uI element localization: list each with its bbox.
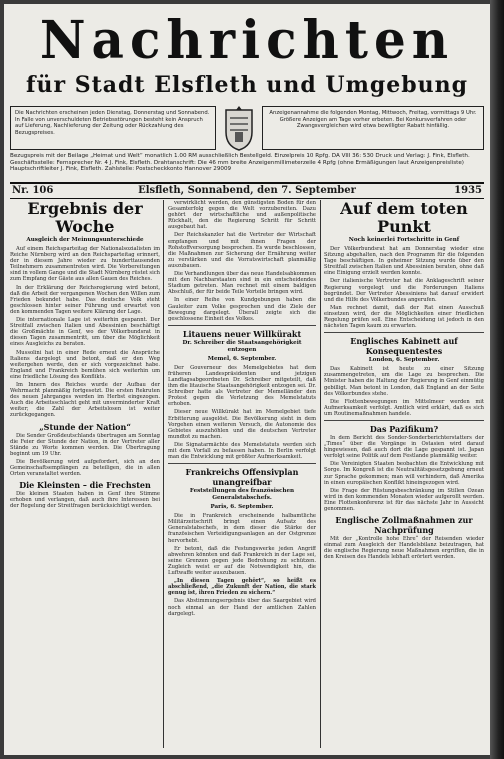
issue-date: Elsfleth, Sonnabend, den 7. September	[138, 185, 356, 196]
article-paragraph: Dieser neue Willkürakt hat im Memelgebiet tiefe Erbitterung ausgelöst. Die Bevölkerung sieht in dem Vorgehen einen weiteren Versuch, die Autonomie des Gebietes auszuhöhlen und die deutschen Vertreter mundtot zu machen.	[168, 409, 316, 440]
article-headline: „Stunde der Nation“	[39, 421, 131, 432]
article-paragraph: Die in Frankreich erscheinende halbamtliche Militärzeitschrift bringt einen Aufsatz des Generalstabschefs, in dem dieser die Stärke der französischen Verteidigungsanlagen an der Ostgrenze hervorhebt.	[168, 513, 316, 544]
column-divider	[163, 200, 164, 748]
article-paragraph: Im Innern des Reiches wurde der Aufbau der Wehrmacht planmäßig fortgesetzt. Die ersten Rekruten des neuen Jahrganges werden im Herbst eingezogen. Auch die Arbeitsschlacht geht mit unverminderter Kraft weiter; die Zahl der Arbeitslosen ist weiter zurückgegangen.	[10, 381, 160, 419]
article-dateline: London, 6. September.	[368, 357, 440, 364]
article-paragraph: Er betont, daß die Festungswerke jeden Angriff abwehren könnten und daß Frankreich in der Lage sei, seine Grenzen gegen jede Bedrohung zu schützen. Zugleich weist er auf die Notwendigkeit hin, die Luftwaffe weiter auszubauen.	[168, 545, 316, 577]
article-paragraph: Das Kabinett ist heute zu einer Sitzung zusammengetreten, um die Lage zu besprechen. Die Minister haben die Haltung der Regierung in Genf einmütig gebilligt. Man betont in London, daß England an der Seite des Völkerbundes stehe.	[324, 366, 484, 397]
article-paragraph: Die internationale Lage ist weiterhin gespannt. Der Streitfall zwischen Italien und Abessinien beschäftigt die Großmächte in Genf, wo der Völkerbundsrat in diesen Tagen zusammentritt, um über die Möglichkeit eines Ausgleichs zu beraten.	[10, 317, 160, 348]
article-paragraph: Die Frage der Rüstungsbeschränkung im Stillen Ozean wird in den kommenden Monaten wieder aufgerollt werden. Eine Flottenkonferenz ist für das nächste Jahr in Aussicht genommen.	[324, 487, 484, 512]
newspaper-page	[4, 4, 490, 755]
article-paragraph: Mit der „Kontrolle hohe Ehre“ der Reisenden wieder einmal zum Ausgleich der Handelsbilanz beizutragen, hat die englische Regierung neue Maßnahmen ergriffen, die in den Kreisen des Handels lebhaft erörtert werden.	[324, 536, 484, 561]
column-3	[324, 200, 484, 748]
article-dateline: Memel, 6. September.	[207, 355, 277, 362]
coat-of-arms-icon	[222, 106, 256, 152]
article-footnote: Das Abstimmungsergebnis über das Saargebiet wird noch einmal an der Hand der amtlichen Zahlen dargelegt.	[168, 598, 316, 617]
article-paragraph: Der Gouverneur des Memelgebietes hat dem früheren Landespräsidenten und jetzigen Landtagsabgeordneten Dr. Schreiber mitgeteilt, daß ihm die litauische Staatsangehörigkeit entzogen sei. Dr. Schreiber hatte als Vertreter der Memelländer den Protest gegen die Verletzung des Memelstatuts erhoben.	[168, 364, 316, 408]
subscription-strip: Bezugspreis mit der Beilage „Heimat und Welt“ monatlich 1.00 RM ausschließlich Bestellgeld. Einzelpreis 10 Rpfg. DA VIII 36: 530 Druck und Verlag: J. Fink, Elsfleth. Geschäftsstelle: Fernsprecher Nr. 4 J. Fink, Elsfleth. Drahtanschrift: Die 46 mm breite Anzeigenmillimeterzeile 4 Rpfg (ohne Ermäßigungen laut Anzeigenpreisliste) Hauptschriftleiter J. Fink, Elsfleth. Zahlstelle: Postscheckkonto Hannover 29009	[10, 153, 470, 173]
issue-year: 1935	[454, 185, 482, 196]
divider	[324, 332, 484, 333]
article-paragraph: Mussolini hat in einer Rede erneut die Ansprüche Italiens dargelegt und betont, daß er den Weg weitergehen werde, den er sich vorgezeichnet habe. England und Frankreich bemühen sich weiterhin um eine friedliche Lösung des Konflikts.	[10, 349, 160, 380]
article-paragraph: Die Vereinigten Staaten beobachten die Entwicklung mit Sorge. Im Kongreß ist die Neutralitätsgesetzgebung erneut zur Sprache gekommen; man will verhindern, daß Amerika in einen europäischen Konflikt hineingezogen wird.	[324, 461, 484, 486]
article-paragraph: Die Verhandlungen über das neue Handelsabkommen mit den Nachbarstaaten sind in ein entscheidendes Stadium getreten. Man rechnet mit einem baldigen Abschluß, der für beide Teile Vorteile bringen wird.	[168, 271, 316, 296]
article-paragraph: Die kleinen Staaten haben in Genf ihre Stimme erhoben und verlangen, daß auch ihre Interessen bei der Regelung der Streitfragen berücksichtigt werden.	[10, 491, 160, 510]
article-headline: Frankreichs Offensivplan unangreifbar	[185, 467, 299, 488]
article-headline: Ergebnis der Woche	[27, 200, 143, 236]
article-paragraph: In einer Reihe von Kundgebungen haben die Gauleiter zum Volke gesprochen und die Ziele der Bewegung dargelegt. Überall zeigte sich die geschlossene Einheit des Volkes.	[168, 297, 316, 322]
article-paragraph: Der italienische Vertreter hat die Anklageschrift seiner Regierung vorgelegt und die Forderungen Italiens begründet. Der Vertreter Abessiniens hat darauf erwidert und die Hilfe des Völkerbundes angerufen.	[324, 278, 484, 303]
article-headline: Englisches Kabinett auf Konsequentestes	[350, 336, 458, 357]
masthead-title: Nachrichten	[39, 8, 455, 71]
issue-number: Nr. 106	[12, 185, 54, 196]
publication-info-box: Die Nachrichten erscheinen jeden Dienstag, Donnerstag und Sonnabend. In Falle von unverschuldeten Betriebsstörungen besteht kein Anspruch auf Lieferung, Nachlieferung der Zeitung oder Rückzahlung des Bezugspreises.	[10, 106, 216, 150]
article-dateline: Paris, 6. September.	[210, 504, 274, 511]
article-headline: Das Pazifikum?	[369, 423, 439, 434]
article-subhead: Dr. Schreiber die Staatsangehörigkeit entzogen	[182, 339, 302, 353]
article-paragraph: „In diesen Tagen gehört“, so heißt es abschließend, „die Zukunft der Nation, die stark genug ist, ihren Frieden zu sichern.“	[168, 578, 316, 597]
article-subhead: Ausgleich der Meinungsunterschiede	[26, 237, 144, 243]
article-paragraph: In dem Bericht des Sonder-Sonderberichterstatters der „Times“ über die Vorgänge in Ostasien wird darauf hingewiesen, daß auch dort die Lage gespannt ist. Japan verfolgt seine Politik auf dem Festlande planmäßig weiter.	[324, 434, 484, 460]
article-paragraph: Man rechnet damit, daß der Rat einen Ausschuß einsetzen wird, der die Möglichkeiten einer friedlichen Regelung prüfen soll. Eine Entscheidung ist jedoch in den nächsten Tagen kaum zu erwarten.	[324, 304, 484, 330]
book-spine	[490, 0, 504, 759]
article-paragraph: Die Sender Großdeutschlands übertragen am Sonntag die Feier der Stunde der Nation, in der Vertreter aller Stände zu Worte kommen werden. Die Übertragung beginnt um 19 Uhr.	[10, 432, 160, 457]
divider	[168, 325, 316, 326]
article-paragraph: Die Flottenbewegungen im Mittelmeer werden mit Aufmerksamkeit verfolgt. Amtlich wird erklärt, daß es sich um Routinemaßnahmen handele.	[324, 398, 484, 417]
column-1	[10, 200, 160, 748]
article-paragraph: Der Völkerbundsrat hat am Donnerstag wieder eine Sitzung abgehalten, nach den Programm für die folgenden Tage beschäftigen. In geheimer Sitzung wurde über den Streitfall zwischen Italien und Abessinien beraten, ohne daß eine Einigung erzielt werden konnte.	[324, 246, 484, 277]
article-subhead: Feststellungen des französischen Generalstabschefs.	[189, 488, 295, 502]
article-headline: Englische Zollmaßnahmen zur Nachprüfung	[335, 515, 473, 536]
column-divider	[320, 200, 321, 748]
article-paragraph: Der Reichskanzler hat die Vertreter der Wirtschaft empfangen und mit ihnen Fragen der Rohstoffversorgung besprochen. Es wurde beschlossen, die Maßnahmen zur Sicherung der Ernährung weiter zu verstärken und die Vorratswirtschaft planmäßig auszubauen.	[168, 232, 316, 269]
article-paragraph: Die Bevölkerung wird aufgefordert, sich an den Gemeinschaftsempfängen zu beteiligen, die in allen Orten veranstaltet werden.	[10, 458, 160, 478]
article-headline: Litauens neuer Willkürakt	[182, 328, 302, 339]
column-2	[168, 200, 316, 748]
article-paragraph: Auf einem Reichsparteitag der Nationalsozialisten im Reiche Nürnberg wird an den Reichsparteitag erinnert, der in diesem Jahre wieder zu hunderttausenden Teilnehmern zusammentreten wird. Die Vorbereitungen sind in vollem Gange und die Stadt Nürnberg rüstet sich zum Empfang der Gäste aus allen Gauen des Reiches.	[10, 246, 160, 283]
advertising-info-box: Anzeigenannahme die folgenden Montag, Mittwoch, Freitag, vormittags 9 Uhr. Größere Anzeigen am Tage vorher erbeten. Bei Konkursverfahren oder Zwangsvergleichen wird etwa bewilligter Rabatt hinfällig.	[262, 106, 484, 150]
masthead-subtitle: für Stadt Elsfleth und Umgebung	[26, 72, 468, 98]
article-headline: Die Kleinsten – die Frechsten	[19, 480, 151, 491]
article-paragraph: verwirklicht werden, den günstigsten Boden für den Gesamterfolg gegen die Welt vorzubereiten. Dazu gehört der wirtschaftliche und außenpolitische Rückhalt, den die Regierung Schritt für Schritt ausgebaut hat.	[168, 200, 316, 231]
divider	[168, 463, 316, 464]
article-paragraph: In der Erklärung der Reichsregierung wird betont, daß die Arbeit der vergangenen Wochen den Willen zum Frieden bekundet habe. Das deutsche Volk steht geschlossen hinter seiner Führung und erwartet von den kommenden Tagen weitere Klärung der Lage.	[10, 284, 160, 315]
article-paragraph: Die Signatarmächte des Memelstatuts werden sich mit dem Vorfall zu befassen haben. In Berlin verfolgt man die Entwicklung mit größter Aufmerksamkeit.	[168, 441, 316, 461]
divider	[324, 420, 484, 421]
article-subhead: Noch keinerlei Fortschritte in Genf	[348, 237, 460, 243]
dateline-bar	[10, 182, 484, 199]
article-headline: Auf dem toten Punkt	[340, 200, 468, 236]
